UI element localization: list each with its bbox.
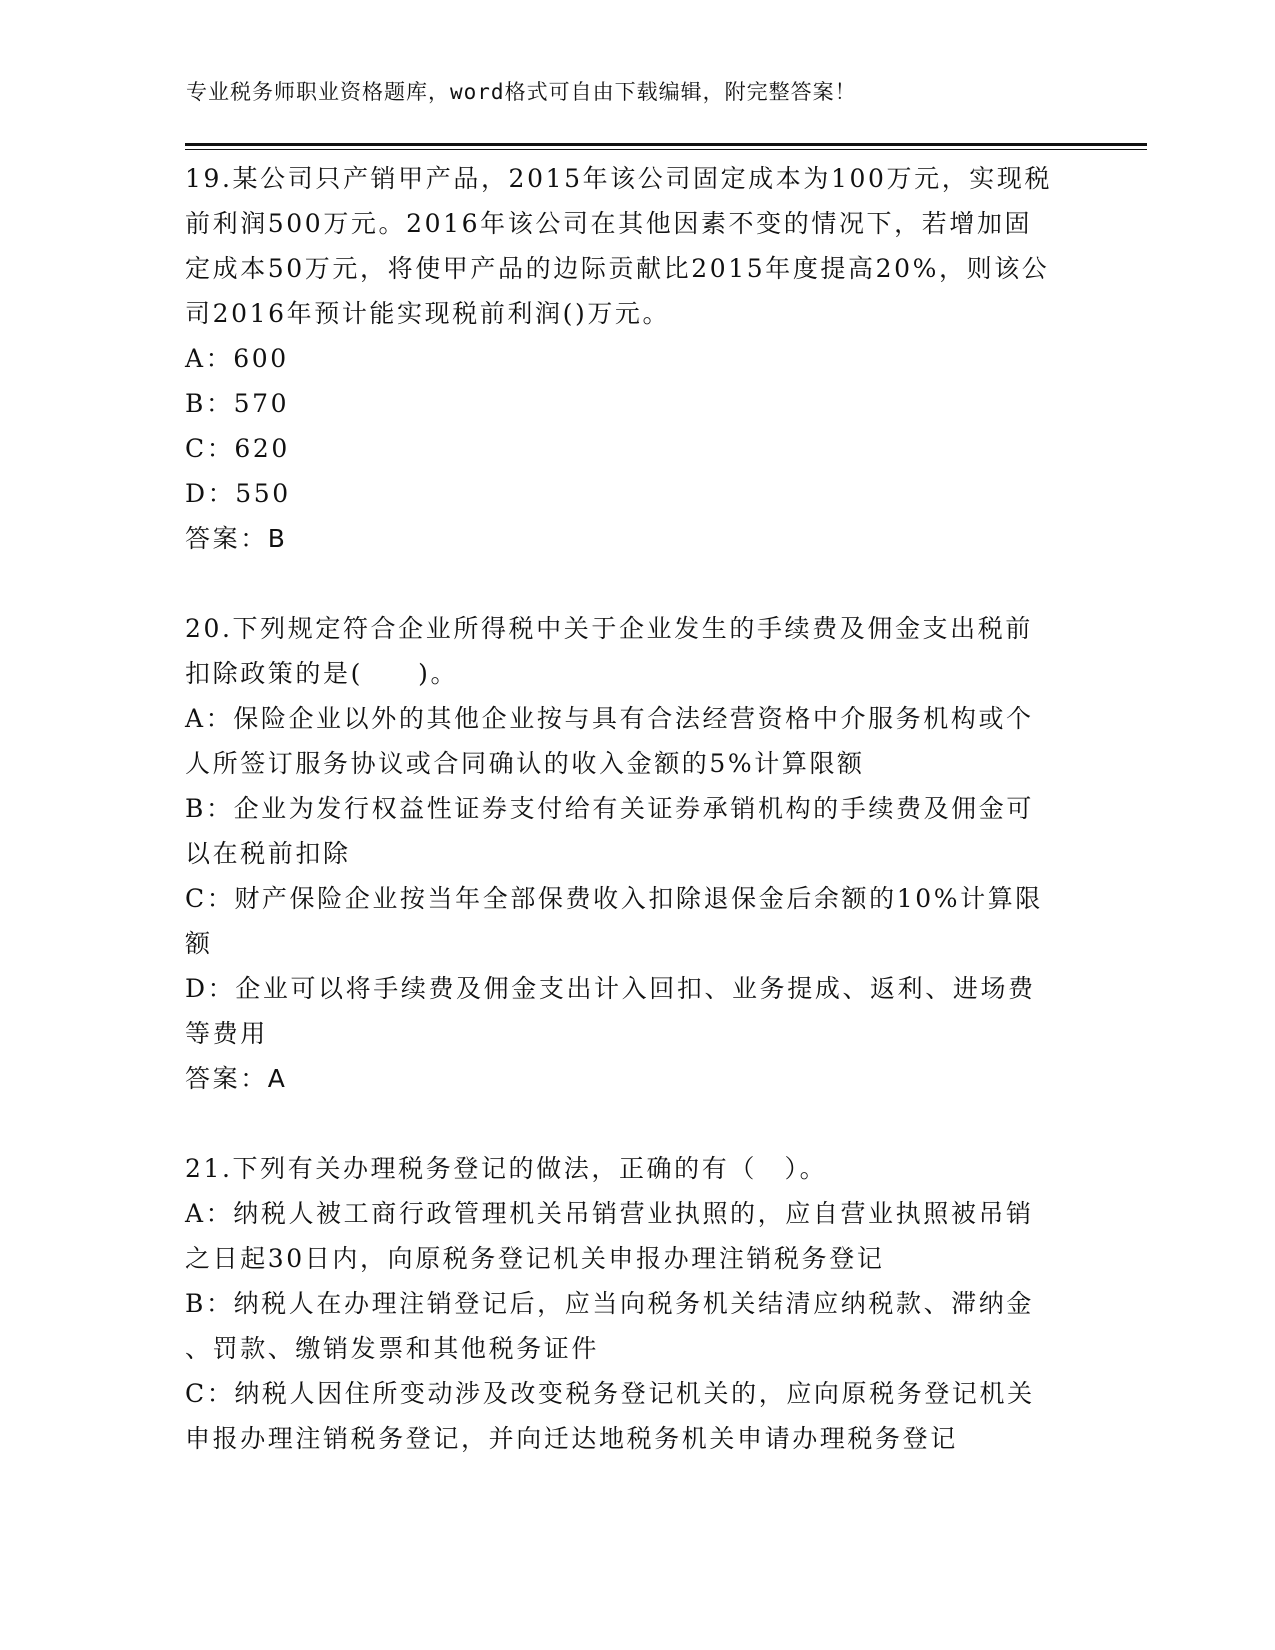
option-a: A：保险企业以外的其他企业按与具有合法经营资格中介服务机构或个 — [185, 704, 1034, 733]
question-stem-line: 扣除政策的是( )。 — [185, 659, 459, 688]
question-stem-line: 定成本50万元，将使甲产品的边际贡献比2015年度提高20%，则该公 — [185, 254, 1050, 283]
option-c-continued: 额 — [185, 929, 213, 958]
question-stem-line: 21.下列有关办理税务登记的做法，正确的有（ ）。 — [185, 1154, 828, 1183]
option-a-continued: 之日起30日内，向原税务登记机关申报办理注销税务登记 — [185, 1244, 885, 1273]
option-b-continued: 、罚款、缴销发票和其他税务证件 — [185, 1334, 600, 1363]
option-b: B：570 — [185, 389, 290, 418]
question-19 — [185, 156, 1075, 561]
option-d-continued: 等费用 — [185, 1019, 268, 1048]
header-rule-thin — [185, 149, 1147, 150]
question-list — [185, 156, 1075, 1461]
question-stem-line: 19.某公司只产销甲产品，2015年该公司固定成本为100万元，实现税 — [185, 164, 1053, 193]
answer-label: 答案：B — [185, 524, 288, 553]
page-header: 专业税务师职业资格题库，word格式可自由下载编辑，附完整答案！ — [186, 80, 857, 104]
option-b: B：企业为发行权益性证券支付给有关证券承销机构的手续费及佣金可 — [185, 794, 1034, 823]
option-a-continued: 人所签订服务协议或合同确认的收入金额的5%计算限额 — [185, 749, 865, 778]
question-stem-line: 司2016年预计能实现税前利润()万元。 — [185, 299, 671, 328]
option-a: A：纳税人被工商行政管理机关吊销营业执照的，应自营业执照被吊销 — [185, 1199, 1034, 1228]
question-stem-line: 前利润500万元。2016年该公司在其他因素不变的情况下，若增加固 — [185, 209, 1033, 238]
answer-label: 答案：A — [185, 1064, 288, 1093]
option-d: D：企业可以将手续费及佣金支出计入回扣、业务提成、返利、进场费 — [185, 974, 1036, 1003]
question-21 — [185, 1146, 1075, 1461]
question-20 — [185, 606, 1075, 1101]
option-c: C：纳税人因住所变动涉及改变税务登记机关的，应向原税务登记机关 — [185, 1379, 1035, 1408]
option-c: C：620 — [185, 434, 290, 463]
header-rule-thick — [185, 143, 1147, 146]
option-c: C：财产保险企业按当年全部保费收入扣除退保金后余额的10%计算限 — [185, 884, 1043, 913]
option-d: D：550 — [185, 479, 291, 508]
option-a: A：600 — [185, 344, 289, 373]
question-stem-line: 20.下列规定符合企业所得税中关于企业发生的手续费及佣金支出税前 — [185, 614, 1033, 643]
option-c-continued: 申报办理注销税务登记，并向迁达地税务机关申请办理税务登记 — [185, 1424, 958, 1453]
option-b-continued: 以在税前扣除 — [185, 839, 351, 868]
option-b: B：纳税人在办理注销登记后，应当向税务机关结清应纳税款、滞纳金 — [185, 1289, 1034, 1318]
